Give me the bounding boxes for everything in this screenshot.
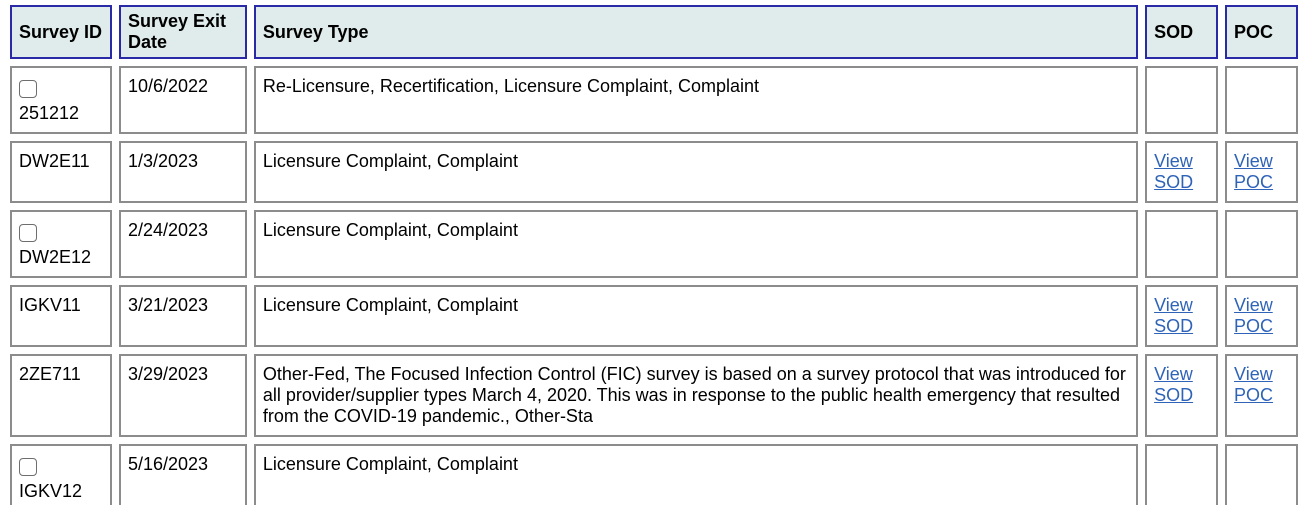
- table-row: [10, 141, 1298, 203]
- view-poc-link[interactable]: [1234, 295, 1289, 337]
- view-sod-link-line1: View: [1154, 364, 1193, 384]
- poc-cell: [1225, 444, 1298, 505]
- view-poc-link-line2: POC: [1234, 172, 1274, 192]
- survey-type-cell: Licensure Complaint, Complaint: [254, 285, 1138, 347]
- exit-date-cell: 3/29/2023: [119, 354, 247, 437]
- view-sod-link[interactable]: [1154, 364, 1209, 406]
- survey-id-cell: 2ZE711: [10, 354, 112, 437]
- survey-id: 251212: [19, 103, 80, 123]
- sod-cell: [1145, 66, 1218, 134]
- sod-cell: [1145, 141, 1218, 203]
- header-survey-exit-date: Survey Exit Date: [119, 5, 247, 59]
- poc-cell: [1225, 285, 1298, 347]
- view-poc-link-line2: POC: [1234, 385, 1274, 405]
- row-select-checkbox[interactable]: [19, 224, 37, 242]
- view-sod-link[interactable]: [1154, 295, 1209, 337]
- exit-date-cell: 1/3/2023: [119, 141, 247, 203]
- view-sod-link-line2: SOD: [1154, 316, 1194, 336]
- survey-id-cell: [10, 210, 112, 278]
- survey-id: IGKV12: [19, 481, 83, 501]
- survey-type-cell: Re-Licensure, Recertification, Licensure Complaint, Complaint: [254, 66, 1138, 134]
- view-poc-link-line1: View: [1234, 295, 1273, 315]
- survey-id-cell: [10, 66, 112, 134]
- table-row: [10, 66, 1298, 134]
- exit-date-cell: 2/24/2023: [119, 210, 247, 278]
- poc-cell: [1225, 210, 1298, 278]
- header-survey-id: Survey ID: [10, 5, 112, 59]
- sod-cell: [1145, 210, 1218, 278]
- survey-type-cell: Other-Fed, The Focused Infection Control (FIC) survey is based on a survey protocol that was introduced for all provider/supplier types March 4, 2020. This was in response to the public health emergency that resulted from the COVID-19 pandemic., Other-Sta: [254, 354, 1138, 437]
- survey-type-cell: Licensure Complaint, Complaint: [254, 444, 1138, 505]
- view-poc-link[interactable]: [1234, 151, 1289, 193]
- table-row: [10, 210, 1298, 278]
- header-poc: POC: [1225, 5, 1298, 59]
- sod-cell: [1145, 285, 1218, 347]
- header-row: [10, 5, 1298, 59]
- survey-id-cell: DW2E11: [10, 141, 112, 203]
- view-sod-link[interactable]: [1154, 151, 1209, 193]
- sod-cell: [1145, 444, 1218, 505]
- view-poc-link-line1: View: [1234, 364, 1273, 384]
- view-sod-link-line1: View: [1154, 151, 1193, 171]
- survey-id-cell: IGKV11: [10, 285, 112, 347]
- view-sod-link-line2: SOD: [1154, 385, 1194, 405]
- poc-cell: [1225, 66, 1298, 134]
- table-row: [10, 354, 1298, 437]
- poc-cell: [1225, 354, 1298, 437]
- table-row: [10, 444, 1298, 505]
- view-sod-link-line1: View: [1154, 295, 1193, 315]
- row-select-checkbox[interactable]: [19, 80, 37, 98]
- table-row: [10, 285, 1298, 347]
- view-sod-link-line2: SOD: [1154, 172, 1194, 192]
- row-select-checkbox[interactable]: [19, 458, 37, 476]
- view-poc-link-line1: View: [1234, 151, 1273, 171]
- header-sod: SOD: [1145, 5, 1218, 59]
- survey-id: DW2E12: [19, 247, 92, 267]
- survey-type-cell: Licensure Complaint, Complaint: [254, 141, 1138, 203]
- survey-type-cell: Licensure Complaint, Complaint: [254, 210, 1138, 278]
- sod-cell: [1145, 354, 1218, 437]
- view-poc-link-line2: POC: [1234, 316, 1274, 336]
- poc-cell: [1225, 141, 1298, 203]
- exit-date-cell: 10/6/2022: [119, 66, 247, 134]
- survey-table-container: [5, 0, 1300, 505]
- exit-date-cell: 3/21/2023: [119, 285, 247, 347]
- survey-table: [3, 0, 1300, 505]
- survey-id-cell: [10, 444, 112, 505]
- header-survey-type: Survey Type: [254, 5, 1138, 59]
- view-poc-link[interactable]: [1234, 364, 1289, 406]
- exit-date-cell: 5/16/2023: [119, 444, 247, 505]
